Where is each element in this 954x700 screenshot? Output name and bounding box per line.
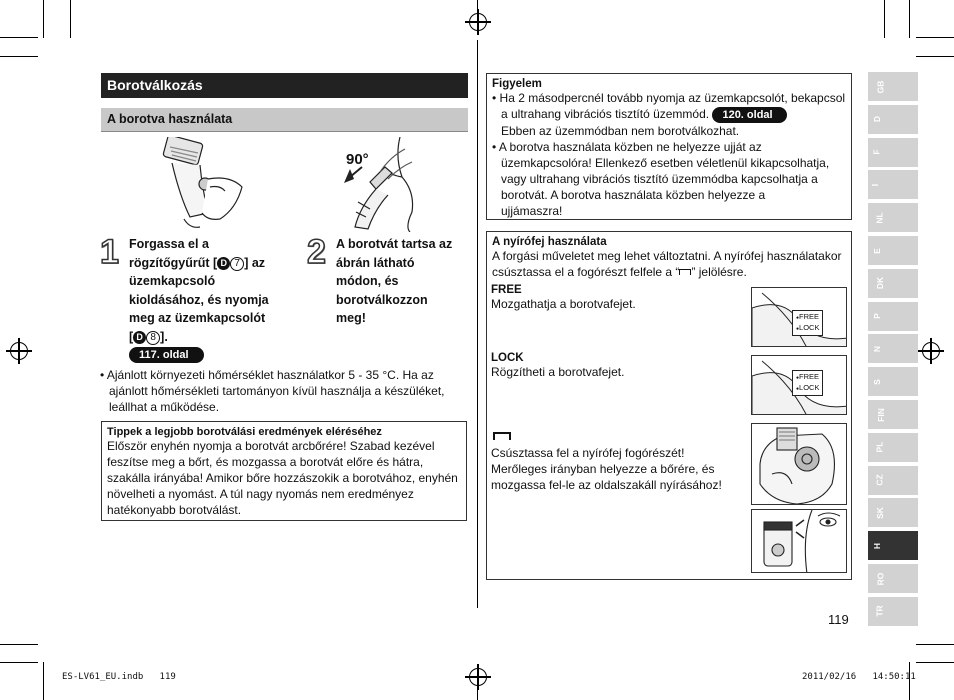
language-tab-f[interactable]: F <box>868 138 918 167</box>
page-number: 119 <box>828 612 849 627</box>
trimmer-icon <box>493 432 511 440</box>
caution-box <box>486 73 852 220</box>
language-tab-dk[interactable]: DK <box>868 269 918 298</box>
registration-mark-left <box>10 342 28 360</box>
language-tab-nl[interactable]: NL <box>868 203 918 232</box>
language-tab-s[interactable]: S <box>868 367 918 396</box>
free-section: FREE Mozgathatja a borotvafejet. <box>491 284 636 311</box>
language-tab-e[interactable]: E <box>868 236 918 265</box>
language-tab-tr[interactable]: TR <box>868 597 918 626</box>
tips-text: Először enyhén nyomja a borotvát arcbőrére! Szabad kezével feszítse meg a bőrt, és mozgassa a borotvát előre és hátra, szakálla irányába! Amikor bőre hozzászokik a borotvához, enyhén növelheti a nyomást. A túl nagy nyomás nem eredményez hatékonyabb borotválást. <box>107 439 458 517</box>
trimmer-mark-icon <box>679 269 691 275</box>
page-ref-badge[interactable]: 117. oldal <box>129 347 204 363</box>
trimmer-title: A nyírófej használata <box>492 236 607 248</box>
language-tab-fin[interactable]: FIN <box>868 400 918 429</box>
language-tab-cz[interactable]: CZ <box>868 466 918 495</box>
section-title: Borotválkozás <box>101 73 468 98</box>
ref-number: 7 <box>230 257 244 271</box>
caution-text: • Ha 2 másodpercnél tovább nyomja az üzemkapcsolót, bekapcsol a ultrahang vibrációs tisztító üzemmód. 120. oldal Ebben az üzemmódban nem borotválkozhat. • A borotva használata közben ne helyezze ujját az üzemkapcsolóra! Ellenkező esetben véletlenül kikapcsolhatja, vagy ultrahang vibrációs tisztító üzemmódba kapcsolhatja a borotvát. A borotva használata közben helyezze a ujjámaszra! <box>492 91 846 218</box>
step1-illustration <box>150 137 250 232</box>
footer-file-info: ES-LV61_EU.indb 119 <box>62 672 176 682</box>
sideburn-illustration <box>751 509 847 573</box>
language-tab-ro[interactable]: RO <box>868 564 918 593</box>
trimmer-box: A nyírófej használata A forgási műveletet meg lehet változtatni. A nyírófej használatakor csúsztassa el a fogórészt felfele a “ ” jelölésre. <box>486 231 852 580</box>
free-illustration: ●FREE ●LOCK <box>751 287 847 347</box>
page-ref-badge[interactable]: 120. oldal <box>712 107 787 123</box>
language-tab-n[interactable]: N <box>868 334 918 363</box>
language-tab-p[interactable]: P <box>868 302 918 331</box>
language-tab-gb[interactable]: GB <box>868 72 918 101</box>
tips-box <box>101 421 467 521</box>
lock-illustration: ●FREE ●LOCK <box>751 355 847 415</box>
step2-text: A borotvát tartsa az ábrán látható módon, és borotválkozzon meg! <box>336 237 453 325</box>
registration-mark-bottom <box>469 668 487 686</box>
ref-letter-d: D <box>133 331 146 344</box>
step1-text: Forgassa el a rögzítőgyűrűt [ D 7 ] az üzemkapcsoló kioldásához, és nyomja meg az üzemkapcsolót [ D 8 ]. <box>129 237 269 344</box>
tips-title: Tippek a legjobb borotválási eredmények eléréséhez <box>107 426 382 438</box>
trim-section: Csúsztassa fel a nyírófej fogórészét! Merőleges irányban helyezze a bőrére, és mozgassa fel-le az oldalszakáll nyírásához! <box>491 428 746 493</box>
angle-label: 90° <box>346 151 369 168</box>
footer-timestamp: 2011/02/16 14:50:11 <box>802 672 916 682</box>
lock-section: LOCK Rögzítheti a borotvafejet. <box>491 352 625 379</box>
language-tab-d[interactable]: D <box>868 105 918 134</box>
language-tab-i[interactable]: I <box>868 170 918 199</box>
ref-number: 8 <box>146 331 160 345</box>
temperature-note: • Ajánlott környezeti hőmérséklet használatkor 5 - 35 °C. Ha az ajánlott hőmérsékleti tartományon kívül használja a készüléket, leállhat a működése. <box>100 368 445 414</box>
trimmer-illustration <box>751 423 847 505</box>
step1-number: 1 <box>100 233 119 271</box>
step2-number: 2 <box>307 233 326 271</box>
language-tab-h[interactable]: H <box>868 531 918 560</box>
registration-mark-right <box>922 342 940 360</box>
subsection-title: A borotva használata <box>101 108 468 132</box>
language-tab-sk[interactable]: SK <box>868 498 918 527</box>
language-tab-pl[interactable]: PL <box>868 433 918 462</box>
ref-letter-d: D <box>217 257 230 270</box>
caution-title: Figyelem <box>492 78 542 90</box>
registration-mark-top <box>469 13 487 31</box>
